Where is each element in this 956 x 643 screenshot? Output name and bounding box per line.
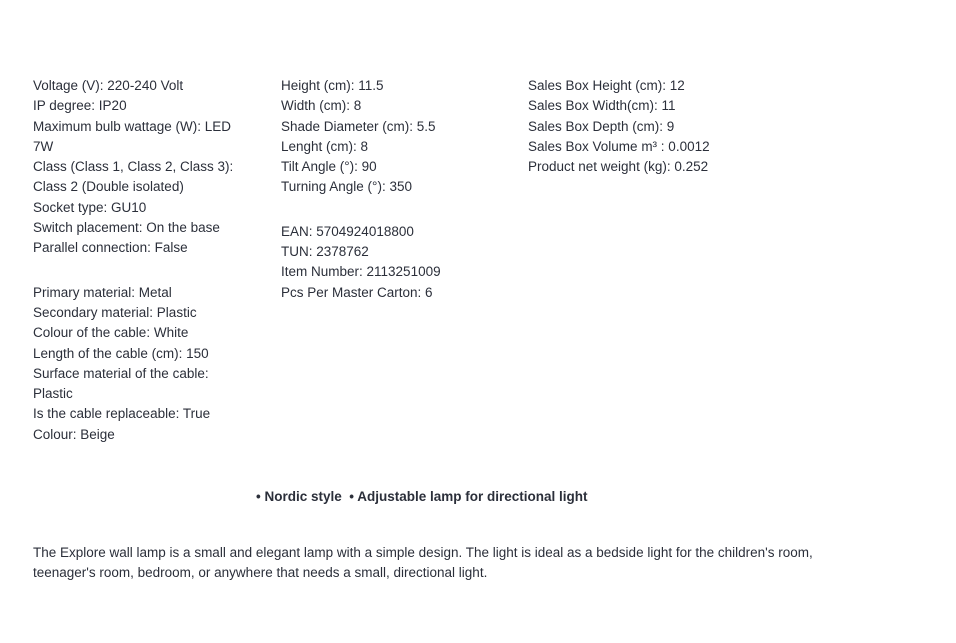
spec-tun: TUN: 2378762: [281, 244, 369, 260]
spec-product-net-weight: Product net weight (kg): 0.252: [528, 159, 709, 175]
spec-primary-material: Primary material: Metal: [33, 284, 172, 300]
spec-item-number: Item Number: 2113251009: [281, 264, 441, 280]
spacer: [33, 259, 248, 283]
spec-column-sales-box: [528, 76, 710, 177]
spec-secondary-material: Secondary material: Plastic: [33, 304, 197, 320]
spec-column-dimensions-ids: [281, 76, 441, 303]
spacer: [281, 198, 441, 222]
product-description: The Explore wall lamp is a small and elegant lamp with a simple design. The light is ideal as a bedside light for the children's room, teenager's room, bedroom, or anywhere that needs a small, directional light.: [33, 545, 813, 581]
spec-cable-length: Length of the cable (cm): 150: [33, 345, 209, 361]
spec-parallel-connection: Parallel connection: False: [33, 240, 188, 256]
spec-cable-surface-material-value: Plastic: [33, 386, 73, 402]
spec-cable-replaceable: Is the cable replaceable: True: [33, 406, 211, 422]
spec-tilt-angle: Tilt Angle (°): 90: [281, 159, 377, 175]
spec-column-electrical-material: [33, 76, 248, 445]
spec-cable-colour: Colour of the cable: White: [33, 325, 189, 341]
spec-cable-surface-material: Surface material of the cable:: [33, 365, 209, 381]
spec-height: Height (cm): 11.5: [281, 78, 384, 93]
spec-voltage: Voltage (V): 220-240 Volt: [33, 78, 184, 93]
spec-class-value: Class 2 (Double isolated): [33, 179, 184, 195]
spec-class: Class (Class 1, Class 2, Class 3):: [33, 159, 234, 175]
spec-sales-box-height: Sales Box Height (cm): 12: [528, 78, 685, 93]
spec-ean: EAN: 5704924018800: [281, 223, 414, 239]
spec-switch-placement: Switch placement: On the base: [33, 220, 220, 236]
spec-sales-box-depth: Sales Box Depth (cm): 9: [528, 118, 675, 134]
feature-highlights: • Nordic style • Adjustable lamp for directional light: [256, 489, 588, 504]
spec-width: Width (cm): 8: [281, 98, 362, 114]
spec-max-bulb-wattage: Maximum bulb wattage (W): LED: [33, 118, 232, 134]
spec-ip-degree: IP degree: IP20: [33, 98, 127, 114]
spec-pcs-per-master-carton: Pcs Per Master Carton: 6: [281, 284, 433, 300]
spec-turning-angle: Turning Angle (°): 350: [281, 179, 412, 195]
spec-shade-diameter: Shade Diameter (cm): 5.5: [281, 118, 436, 134]
spec-length: Lenght (cm): 8: [281, 138, 369, 154]
spec-sales-box-volume: Sales Box Volume m³ : 0.0012: [528, 138, 710, 154]
spec-socket-type: Socket type: GU10: [33, 199, 147, 215]
spec-max-bulb-wattage-value: 7W: [33, 138, 54, 154]
spec-sales-box-width: Sales Box Width(cm): 11: [528, 98, 676, 114]
spec-colour: Colour: Beige: [33, 426, 115, 442]
